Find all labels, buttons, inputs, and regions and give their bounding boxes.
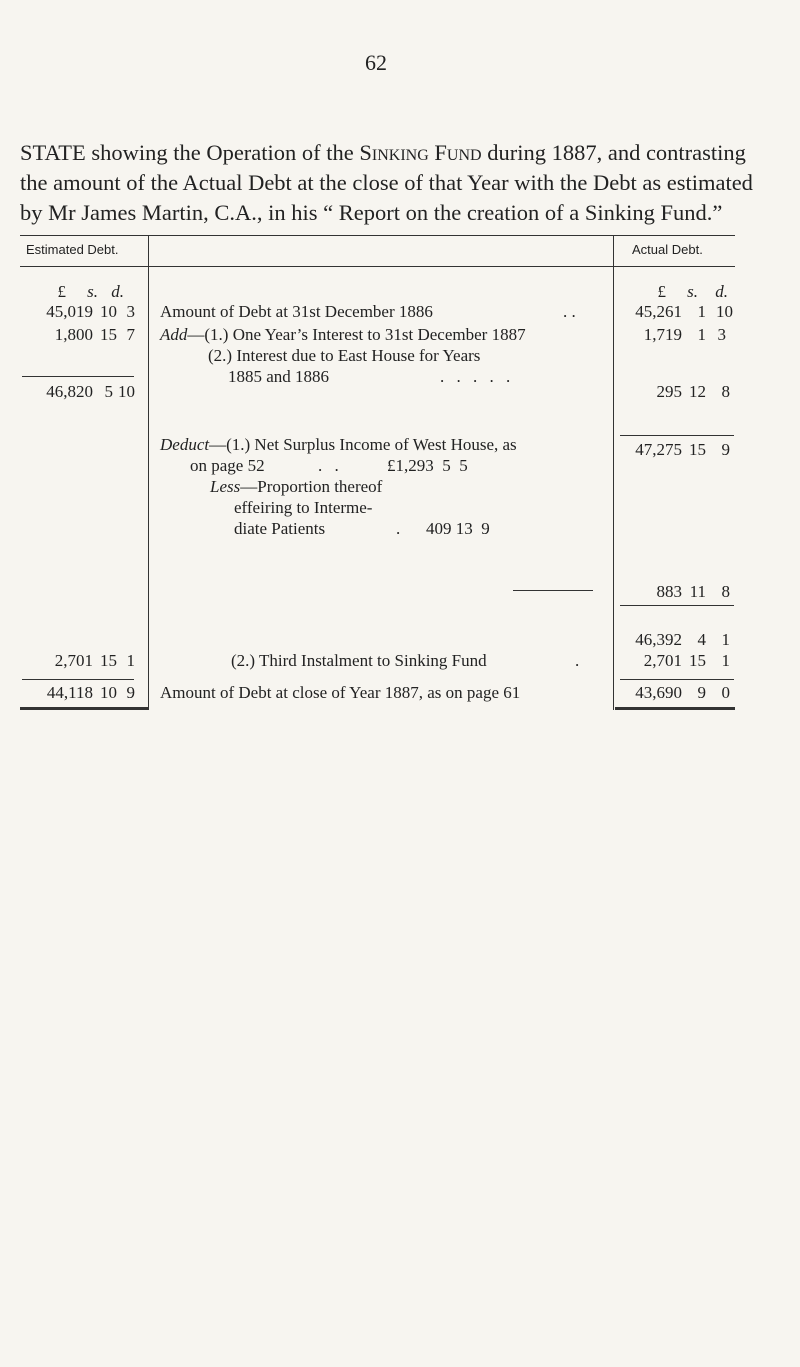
- title-rest: during 1887, and contrasting the amount of the Actual Debt at the close of that Year with the Debt as estimated by Mr James Martin, C.A., in his “ Report on the creation of a Sinking Fund.”: [20, 140, 753, 225]
- desc-effeiring: effeiring to Interme-: [234, 498, 373, 517]
- page-title: [20, 138, 760, 228]
- estimated-double-rule: [20, 707, 148, 710]
- est-unit-pence: d.: [111, 282, 124, 301]
- title-caps: Sinking Fund: [359, 140, 482, 165]
- actual-double-rule: [615, 707, 735, 710]
- estimated-total-rule: [22, 679, 134, 680]
- header-rule-left: [20, 266, 148, 267]
- title-lead: STATE showing the Operation of the: [20, 140, 360, 165]
- estimated-column-divider: [148, 235, 149, 710]
- desc-third-instalment: (2.) Third Instalment to Sinking Fund: [231, 651, 487, 670]
- desc-east-house: (2.) Interest due to East House for Years: [208, 346, 481, 365]
- desc-deduct-surplus: Deduct—(1.) Net Surplus Income of West House, as: [160, 435, 517, 454]
- desc-add-interest: Add—(1.) One Year’s Interest to 31st December 1887: [160, 325, 526, 344]
- desc-amount-1887: Amount of Debt at close of Year 1887, as on page 61: [160, 683, 521, 702]
- actual-debt-header: Actual Debt.: [632, 242, 703, 257]
- desc-dots-2: . . . . .: [440, 367, 515, 386]
- est-unit-shillings: s.: [87, 282, 98, 301]
- deduct-rule: [513, 590, 593, 591]
- header-rule-middle: [148, 266, 613, 267]
- desc-on-page-52: on page 52: [190, 456, 265, 475]
- estimated-debt-header: Estimated Debt.: [26, 242, 119, 257]
- act-unit-pounds: £: [657, 282, 666, 301]
- act-unit-shillings: s.: [687, 282, 698, 301]
- desc-dots-3: . .: [318, 456, 343, 475]
- desc-dot-4: .: [396, 519, 401, 538]
- act-unit-pence: d.: [715, 282, 728, 301]
- page-number: 62: [365, 50, 387, 75]
- desc-patients: diate Patients: [234, 519, 326, 538]
- desc-debt-1886: Amount of Debt at 31st December 1886: [160, 302, 433, 321]
- desc-dots-1: . .: [563, 302, 576, 321]
- estimated-subtotal-rule: [22, 376, 134, 377]
- desc-dot-5: .: [575, 651, 580, 670]
- desc-surplus-amount: £1,293 5 5: [387, 456, 468, 475]
- actual-subtotal-rule-2: [620, 605, 734, 606]
- table-top-rule: [20, 235, 735, 236]
- desc-patients-amount: 409 13 9: [426, 519, 490, 538]
- header-rule-right: [613, 266, 735, 267]
- desc-years: 1885 and 1886: [228, 367, 330, 386]
- actual-subtotal-rule-1: [620, 435, 734, 436]
- est-unit-pounds: £: [57, 282, 66, 301]
- desc-less-proportion: Less—Proportion thereof: [210, 477, 383, 496]
- actual-total-rule: [620, 679, 734, 680]
